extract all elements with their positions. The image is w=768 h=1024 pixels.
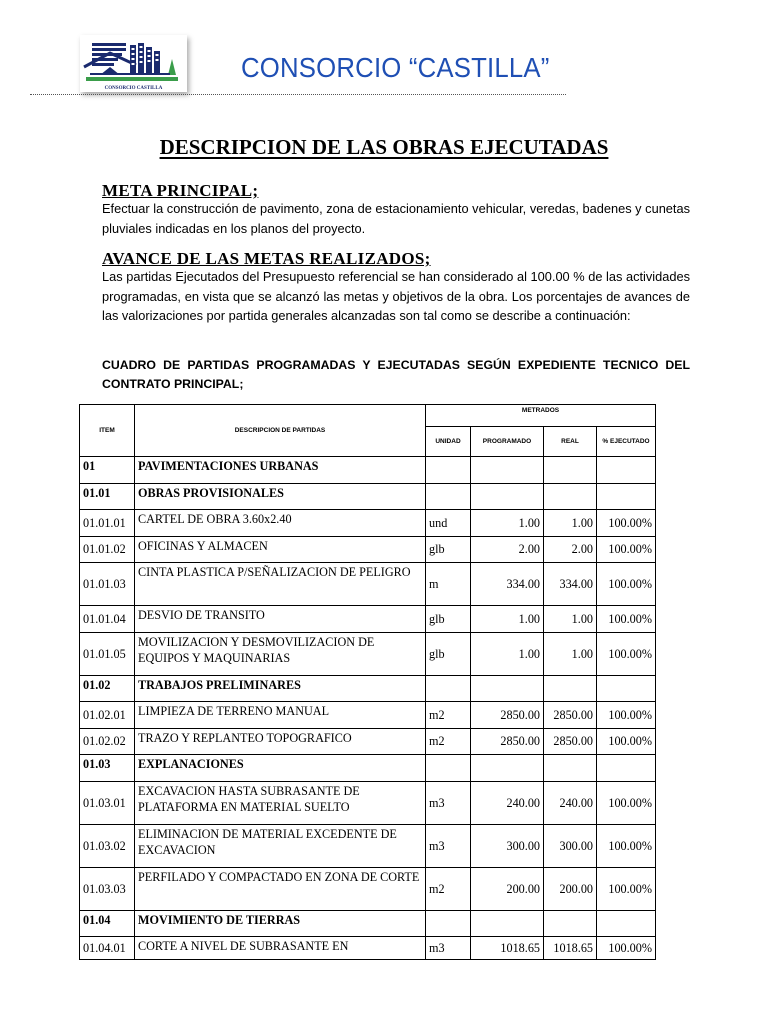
programado-cell: [471, 910, 544, 937]
unit-cell: und: [426, 510, 471, 537]
item-cell: 01: [80, 457, 135, 484]
ejecutado-cell: 100.00%: [597, 867, 656, 910]
real-cell: 2850.00: [544, 702, 597, 729]
unit-cell: glb: [426, 536, 471, 563]
page-title: DESCRIPCION DE LAS OBRAS EJECUTADAS: [159, 135, 609, 159]
ejecutado-cell: [597, 910, 656, 937]
ejecutado-cell: 100.00%: [597, 510, 656, 537]
company-logo: [80, 35, 187, 92]
table-group-row: [80, 483, 656, 510]
table-row: [80, 867, 656, 910]
description-cell: TRABAJOS PRELIMINARES: [135, 675, 426, 702]
programado-cell: 334.00: [471, 563, 544, 606]
header-real: REAL: [544, 427, 597, 457]
table-caption: CUADRO DE PARTIDAS PROGRAMADAS Y EJECUTADAS SEGÚN EXPEDIENTE TECNICO DEL CONTRATO PRINCIPAL;: [102, 358, 690, 391]
item-cell: 01.02.02: [80, 728, 135, 755]
unit-cell: m3: [426, 824, 471, 867]
unit-cell: [426, 910, 471, 937]
real-cell: 1.00: [544, 632, 597, 675]
item-cell: 01.01.02: [80, 536, 135, 563]
header-metrados: METRADOS: [426, 405, 656, 427]
table-row: [80, 781, 656, 824]
ejecutado-cell: 100.00%: [597, 702, 656, 729]
meta-text: Efectuar la construcción de pavimento, zona de estacionamiento vehicular, veredas, badenes y cunetas pluviales indicadas en los planos del proyecto.: [102, 201, 690, 236]
table-row: [80, 632, 656, 675]
meta-heading: META PRINCIPAL;: [102, 181, 259, 200]
header-item: ITEM: [80, 405, 135, 457]
description-cell: TRAZO Y REPLANTEO TOPOGRAFICO: [135, 728, 426, 755]
header-programado: PROGRAMADO: [471, 427, 544, 457]
programado-cell: 2850.00: [471, 702, 544, 729]
real-cell: 200.00: [544, 867, 597, 910]
table-row: [80, 728, 656, 755]
programado-cell: 200.00: [471, 867, 544, 910]
programado-cell: 300.00: [471, 824, 544, 867]
ejecutado-cell: 100.00%: [597, 937, 656, 960]
header-ejecutado: % EJECUTADO: [597, 427, 656, 457]
ejecutado-cell: [597, 483, 656, 510]
description-cell: LIMPIEZA DE TERRENO MANUAL: [135, 702, 426, 729]
table-group-row: [80, 457, 656, 484]
description-cell: DESVIO DE TRANSITO: [135, 606, 426, 633]
real-cell: [544, 910, 597, 937]
ejecutado-cell: 100.00%: [597, 632, 656, 675]
header-descripcion: DESCRIPCION DE PARTIDAS: [135, 405, 426, 457]
buildings-logo-icon: [80, 35, 187, 92]
ejecutado-cell: [597, 675, 656, 702]
item-cell: 01.01: [80, 483, 135, 510]
programado-cell: 1.00: [471, 510, 544, 537]
header-unidad: UNIDAD: [426, 427, 471, 457]
unit-cell: m3: [426, 781, 471, 824]
unit-cell: glb: [426, 606, 471, 633]
item-cell: 01.04.01: [80, 937, 135, 960]
description-cell: PAVIMENTACIONES URBANAS: [135, 457, 426, 484]
logo-caption: CONSORCIO CASTILLA: [104, 86, 163, 91]
real-cell: 2.00: [544, 536, 597, 563]
item-cell: 01.02: [80, 675, 135, 702]
description-cell: CORTE A NIVEL DE SUBRASANTE EN: [135, 937, 426, 960]
table-row: [80, 824, 656, 867]
real-cell: [544, 483, 597, 510]
table-row: [80, 510, 656, 537]
ejecutado-cell: 100.00%: [597, 781, 656, 824]
table-row: [80, 536, 656, 563]
unit-cell: m2: [426, 728, 471, 755]
ejecutado-cell: [597, 457, 656, 484]
table-group-row: [80, 910, 656, 937]
table-row: [80, 937, 656, 960]
description-cell: CARTEL DE OBRA 3.60x2.40: [135, 510, 426, 537]
ejecutado-cell: 100.00%: [597, 728, 656, 755]
programado-cell: 1.00: [471, 606, 544, 633]
item-cell: 01.01.05: [80, 632, 135, 675]
ejecutado-cell: 100.00%: [597, 606, 656, 633]
item-cell: 01.03.02: [80, 824, 135, 867]
programado-cell: 240.00: [471, 781, 544, 824]
unit-cell: [426, 457, 471, 484]
item-cell: 01.03.01: [80, 781, 135, 824]
description-cell: MOVIMIENTO DE TIERRAS: [135, 910, 426, 937]
description-cell: EXCAVACION HASTA SUBRASANTE DE PLATAFORMA EN MATERIAL SUELTO: [135, 781, 426, 824]
table-row: [80, 563, 656, 606]
table-row: [80, 702, 656, 729]
real-cell: 2850.00: [544, 728, 597, 755]
item-cell: 01.02.01: [80, 702, 135, 729]
programado-cell: 1018.65: [471, 937, 544, 960]
description-cell: EXPLANACIONES: [135, 755, 426, 782]
real-cell: 240.00: [544, 781, 597, 824]
avance-text: Las partidas Ejecutados del Presupuesto referencial se han considerado al 100.00 % de las actividades programadas, en vista que se alcanzó las metas y objetivos de la obra. Los porcentajes de avances de las valorizaciones por partida generales alcanzadas son tal como se describe a continuación:: [102, 269, 690, 323]
unit-cell: m: [426, 563, 471, 606]
real-cell: 1018.65: [544, 937, 597, 960]
programado-cell: [471, 755, 544, 782]
programado-cell: [471, 457, 544, 484]
avance-heading: AVANCE DE LAS METAS REALIZADOS;: [102, 249, 431, 268]
real-cell: [544, 755, 597, 782]
unit-cell: m2: [426, 867, 471, 910]
table-group-row: [80, 675, 656, 702]
real-cell: 1.00: [544, 510, 597, 537]
real-cell: 334.00: [544, 563, 597, 606]
programado-cell: 2.00: [471, 536, 544, 563]
table-row: [80, 606, 656, 633]
programado-cell: [471, 675, 544, 702]
description-cell: CINTA PLASTICA P/SEÑALIZACION DE PELIGRO: [135, 563, 426, 606]
ejecutado-cell: 100.00%: [597, 563, 656, 606]
table-body: [80, 457, 656, 960]
item-cell: 01.01.03: [80, 563, 135, 606]
item-cell: 01.03.03: [80, 867, 135, 910]
real-cell: [544, 457, 597, 484]
unit-cell: [426, 755, 471, 782]
item-cell: 01.04: [80, 910, 135, 937]
header-divider: [30, 94, 566, 95]
unit-cell: m3: [426, 937, 471, 960]
unit-cell: [426, 675, 471, 702]
description-cell: OFICINAS Y ALMACEN: [135, 536, 426, 563]
programado-cell: 2850.00: [471, 728, 544, 755]
description-cell: ELIMINACION DE MATERIAL EXCEDENTE DE EXCAVACION: [135, 824, 426, 867]
unit-cell: m2: [426, 702, 471, 729]
item-cell: 01.03: [80, 755, 135, 782]
ejecutado-cell: 100.00%: [597, 536, 656, 563]
unit-cell: glb: [426, 632, 471, 675]
description-cell: MOVILIZACION Y DESMOVILIZACION DE EQUIPOS Y MAQUINARIAS: [135, 632, 426, 675]
item-cell: 01.01.04: [80, 606, 135, 633]
unit-cell: [426, 483, 471, 510]
description-cell: OBRAS PROVISIONALES: [135, 483, 426, 510]
ejecutado-cell: [597, 755, 656, 782]
item-cell: 01.01.01: [80, 510, 135, 537]
partidas-table: [79, 404, 656, 960]
table-group-row: [80, 755, 656, 782]
description-cell: PERFILADO Y COMPACTADO EN ZONA DE CORTE: [135, 867, 426, 910]
company-name: CONSORCIO “CASTILLA”: [241, 52, 550, 83]
real-cell: 1.00: [544, 606, 597, 633]
real-cell: [544, 675, 597, 702]
programado-cell: 1.00: [471, 632, 544, 675]
ejecutado-cell: 100.00%: [597, 824, 656, 867]
programado-cell: [471, 483, 544, 510]
real-cell: 300.00: [544, 824, 597, 867]
